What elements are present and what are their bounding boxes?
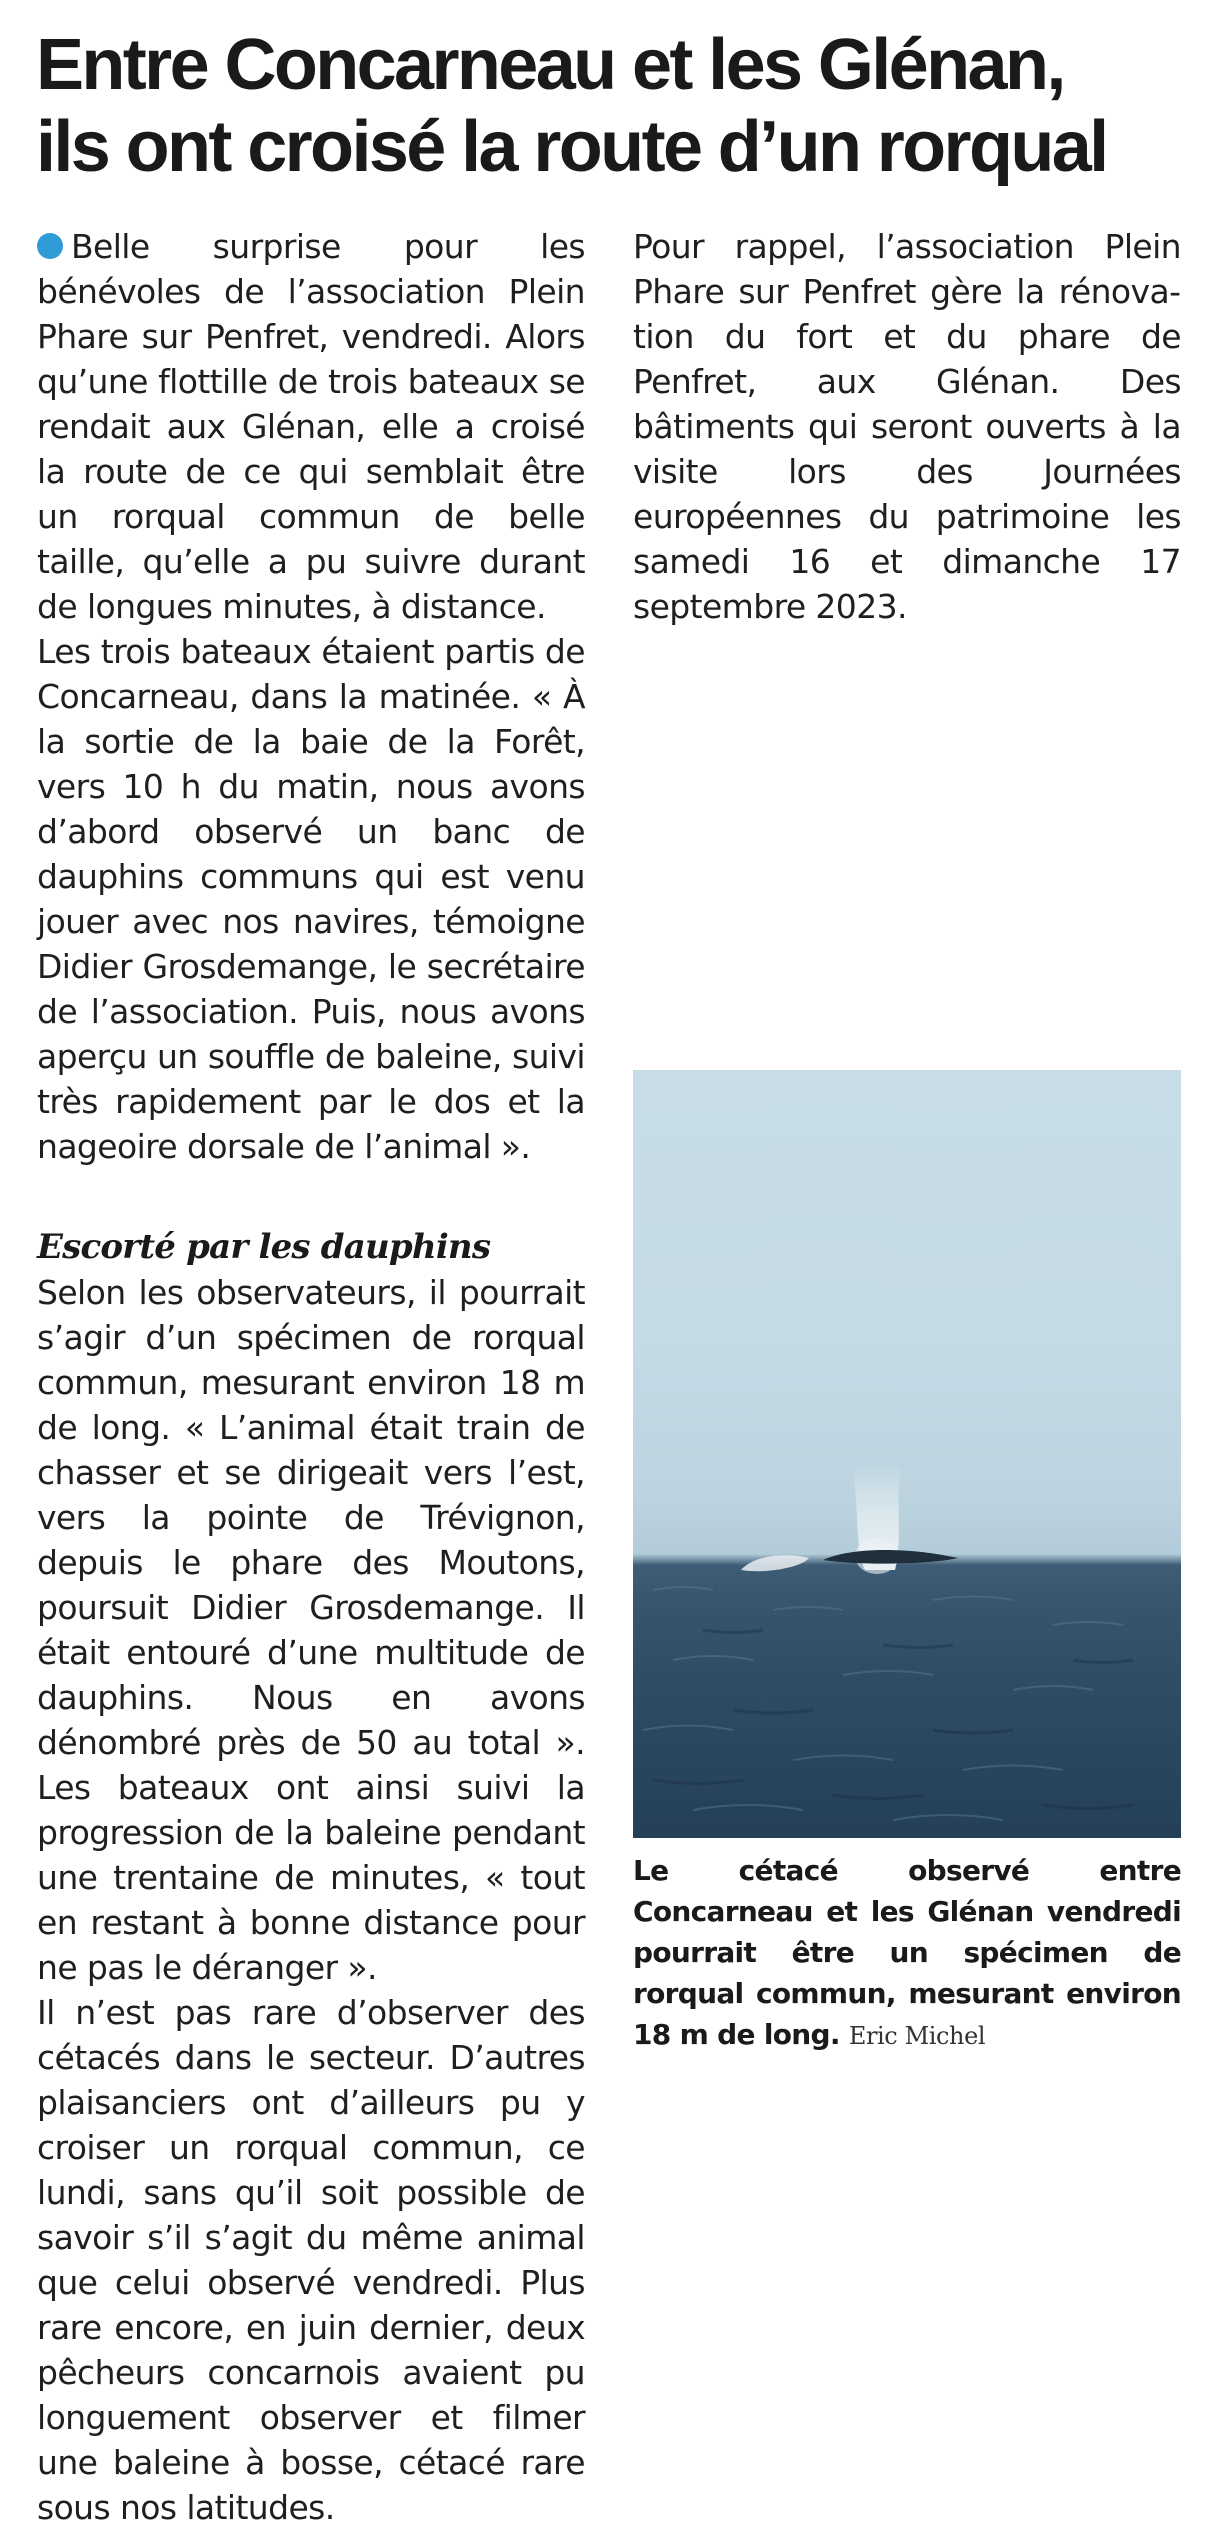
photo-credit: Eric Michel [848, 2022, 986, 2050]
whale-photo-illustration [633, 1070, 1181, 1838]
whale-photo [633, 1070, 1181, 1838]
body-paragraph-3: Selon les observateurs, il pourrait s’agir d’un spécimen de rorqual commun, mesurant environ 18 m de long. « L’animal était train de chasser et se dirigeait vers l’est, vers la pointe de Trévignon, depuis le phare des Moutons, poursuit Didier Grosdemange. Il était entouré d’une multitude de dauphins. Nous en avons dénombré près de 50 au total ». Les bateaux ont ainsi suivi la progression de la baleine pendant une trentaine de minutes, « tout en restant à bonne distance pour ne pas le déranger ». [37, 1273, 585, 1987]
bullet-dot-icon [37, 233, 63, 259]
lead-text: Belle surprise pour les bénévoles de l’association Plein Phare sur Penfret, vendredi. Alors qu’une flottille de trois bateaux se rendait aux Glénan, elle a croisé la route de ce qui semblait être un rorqual commun de belle taille, qu’elle a pu suivre durant de longues minutes, à distance. [37, 227, 585, 626]
article-column-left [37, 224, 585, 2530]
body-paragraph-5: Pour rappel, l’association Plein Phare sur Penfret gère la rénovation du fort et du phare de Penfret, aux Glénan. Des bâtiments qui seront ouverts à la visite lors des Journées européennes du patrimoine les samedi 16 et dimanche 17 septembre 2023. [633, 227, 1181, 626]
headline-line-1: Entre Concarneau et les Glénan, [36, 25, 1064, 105]
section-subhead: Escorté par les dauphins [37, 1227, 491, 1267]
article-column-right [633, 224, 1181, 629]
caption-text: Le cétacé observé entre Concarneau et les Glénan vendredi pourrait être un spécimen de rorqual commun, mesurant environ 18 m de long. [633, 1854, 1181, 2051]
lead-paragraph [37, 224, 585, 629]
body-paragraph-4: Il n’est pas rare d’observer des cétacés dans le secteur. D’autres plaisanciers ont d’ailleurs pu y croiser un rorqual commun, ce lundi, sans qu’il soit possible de savoir s’il s’agit du même animal que celui observé vendredi. Plus rare encore, en juin dernier, deux pêcheurs concarnois avaient pu longuement observer et filmer une baleine à bosse, cétacé rare sous nos latitudes. [37, 1993, 585, 2527]
body-paragraph-2: Les trois bateaux étaient partis de Concarneau, dans la matinée. « À la sortie de la baie de la Forêt, vers 10 h du matin, nous avons d’abord observé un banc de dauphins communs qui est venu jouer avec nos navires, témoigne Didier Grosdemange, le secrétaire de l’association. Puis, nous avons aperçu un souffle de baleine, suivi très rapidement par le dos et la nageoire dorsale de l’animal ». [37, 632, 585, 1166]
article-headline [36, 24, 1196, 188]
photo-caption [633, 1850, 1181, 2057]
headline-line-2: ils ont croisé la route d’un rorqual [36, 107, 1107, 187]
